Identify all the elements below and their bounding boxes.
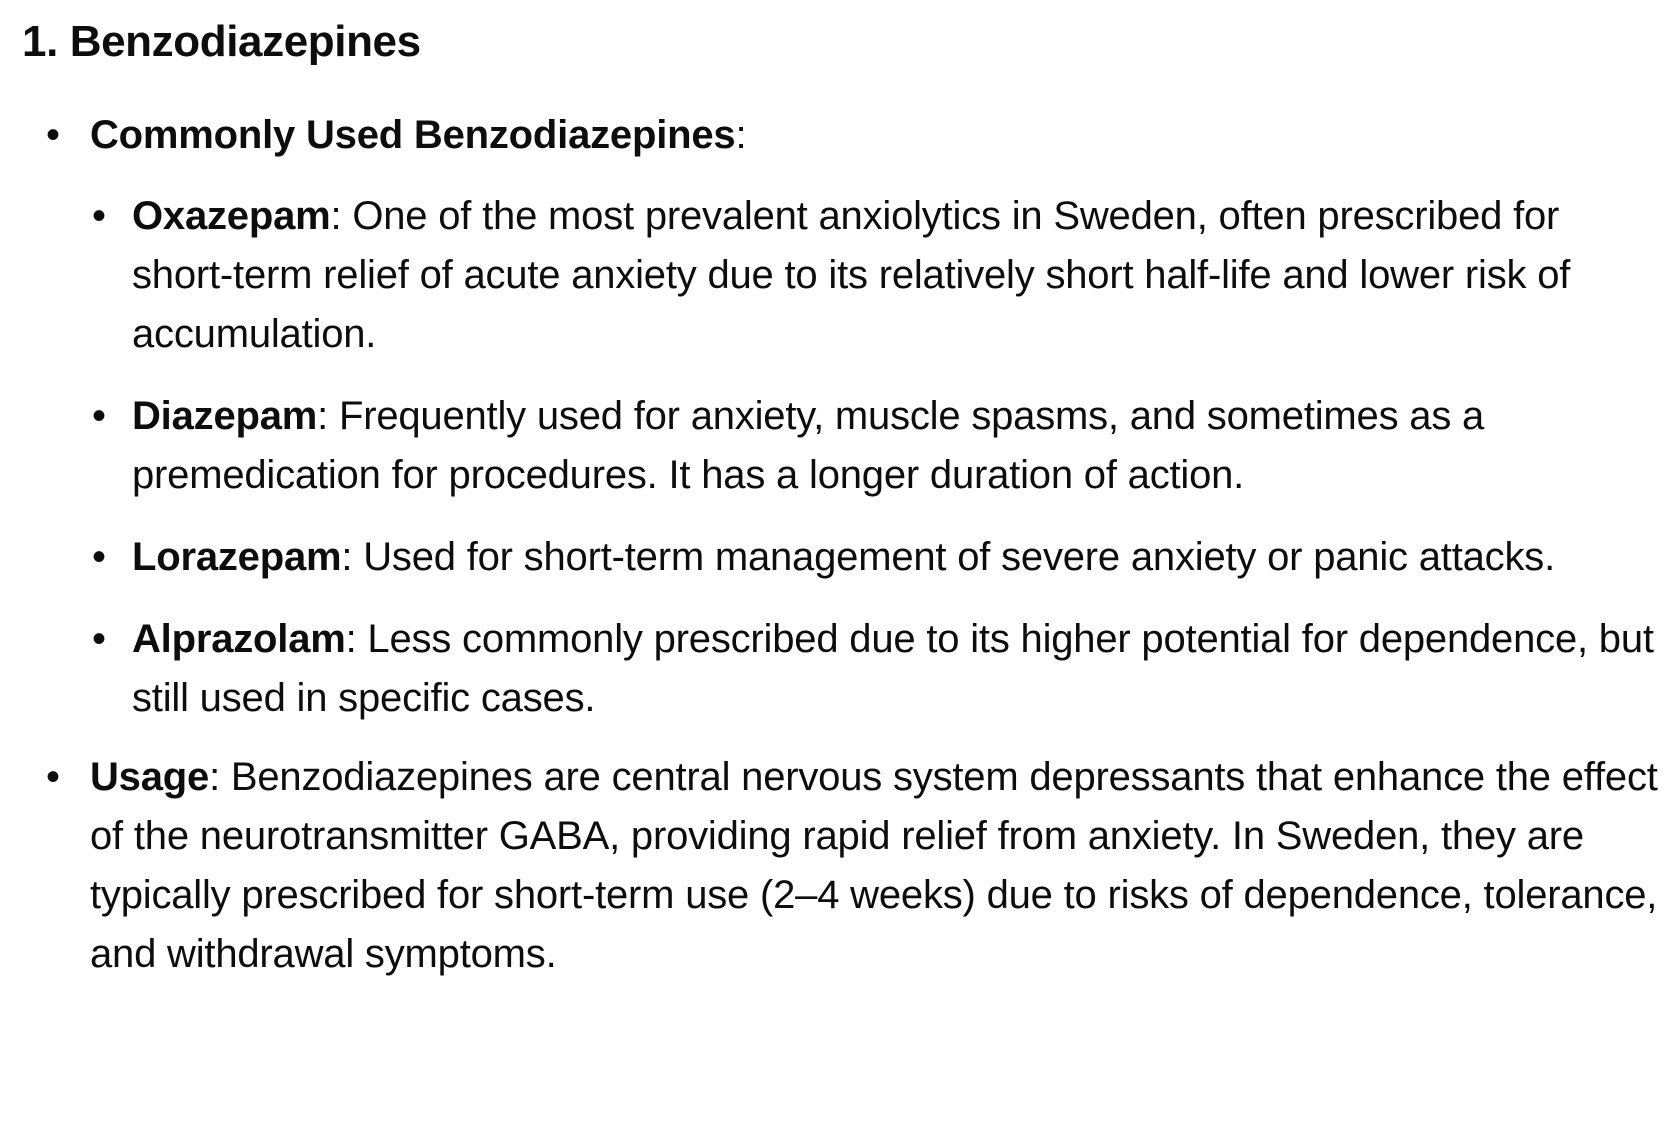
bullet-suffix: :: [735, 113, 747, 157]
main-bullet-list: [22, 106, 1674, 984]
drug-description: : Used for short-term management of severe anxiety or panic attacks.: [341, 535, 1555, 579]
list-item-common-benzodiazepines: [22, 106, 1674, 728]
drug-name: Oxazepam: [132, 194, 331, 238]
drug-description: : One of the most prevalent anxiolytics in Sweden, often prescribed for short-term relief of acute anxiety due to its relatively short half-life and lower risk of accumulation.: [132, 194, 1571, 356]
drug-name: Diazepam: [132, 394, 318, 438]
drug-description: : Frequently used for anxiety, muscle spasms, and sometimes as a premedication for procedures. It has a longer duration of action.: [132, 394, 1485, 497]
list-item-diazepam: [90, 387, 1654, 505]
drug-sublist: [90, 187, 1674, 728]
list-item-usage: [22, 748, 1674, 984]
drug-name: Lorazepam: [132, 535, 342, 579]
bullet-term: Commonly Used Benzodiazepines: [90, 113, 736, 157]
bullet-term: Usage: [90, 755, 210, 799]
drug-description: : Less commonly prescribed due to its higher potential for dependence, but still used in specific cases.: [132, 617, 1654, 720]
list-item-alprazolam: [90, 610, 1654, 728]
drug-name: Alprazolam: [132, 617, 346, 661]
list-item-lorazepam: [90, 528, 1654, 587]
section-heading: 1. Benzodiazepines: [22, 17, 421, 66]
list-item-oxazepam: [90, 187, 1654, 364]
usage-description: : Benzodiazepines are central nervous system depressants that enhance the effect of the neurotransmitter GABA, providing rapid relief from anxiety. In Sweden, they are typically prescribed for short-term use (2–4 weeks) due to risks of dependence, tolerance, and withdrawal symptoms.: [90, 755, 1658, 976]
